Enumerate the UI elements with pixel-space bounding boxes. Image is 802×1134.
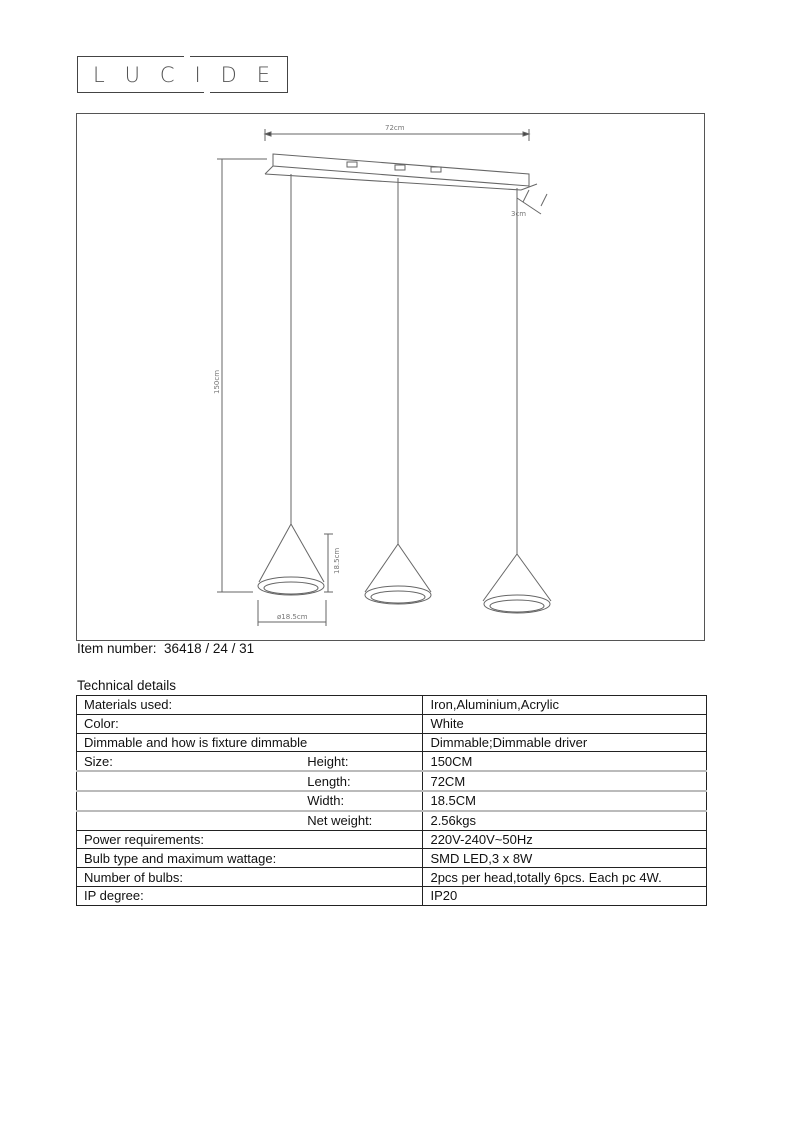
row-label: Dimmable and how is fixture dimmable: [77, 733, 308, 752]
row-value: Iron,Aluminium,Acrylic: [423, 696, 707, 715]
row-sublabel: [307, 886, 423, 905]
dim-shade-height-label: 18.5cm: [333, 547, 341, 574]
dim-length-label: 72cm: [385, 124, 405, 132]
row-value: White: [423, 714, 707, 733]
row-label: [77, 771, 308, 791]
item-number-value: 36418 / 24 / 31: [164, 641, 255, 656]
row-sublabel: Height:: [307, 752, 423, 771]
table-row: [77, 752, 707, 771]
table-row: [77, 830, 707, 849]
table-row: [77, 791, 707, 811]
item-number-label: Item number:: [77, 641, 157, 656]
row-label: Size:: [77, 752, 308, 771]
technical-details-table: [76, 695, 707, 906]
technical-drawing: [76, 113, 705, 641]
table-row: [77, 886, 707, 905]
logo-gap: [204, 90, 210, 94]
logo-letter: U: [124, 62, 142, 87]
logo-letter: L: [92, 62, 107, 87]
table-row: [77, 714, 707, 733]
row-value: 2.56kgs: [423, 811, 707, 830]
dim-diameter-label: ø18.5cm: [277, 613, 308, 621]
logo-gap: [184, 55, 190, 59]
row-sublabel: [307, 830, 423, 849]
row-label: Number of bulbs:: [77, 868, 308, 887]
row-value: Dimmable;Dimmable driver: [423, 733, 707, 752]
row-value: 2pcs per head,totally 6pcs. Each pc 4W.: [423, 868, 707, 887]
table-row: [77, 733, 707, 752]
logo-letter: E: [256, 62, 272, 87]
row-sublabel: [307, 868, 423, 887]
logo-letter: I: [194, 62, 203, 87]
logo-letter: C: [159, 62, 177, 87]
item-number: [77, 641, 254, 656]
row-value: IP20: [423, 886, 707, 905]
lucide-logo: [77, 56, 288, 93]
row-sublabel: [307, 714, 423, 733]
row-label: [77, 811, 308, 830]
row-label: Power requirements:: [77, 830, 308, 849]
row-sublabel: [307, 849, 423, 868]
row-sublabel: Net weight:: [307, 811, 423, 830]
row-value: SMD LED,3 x 8W: [423, 849, 707, 868]
row-label: Materials used:: [77, 696, 308, 715]
row-sublabel: [307, 733, 423, 752]
logo-letter: D: [220, 62, 239, 87]
row-value: 220V-240V~50Hz: [423, 830, 707, 849]
row-value: 72CM: [423, 771, 707, 791]
row-sublabel: Length:: [307, 771, 423, 791]
row-label: Bulb type and maximum wattage:: [77, 849, 308, 868]
dim-height-label: 150cm: [213, 369, 221, 394]
technical-details-title: Technical details: [77, 678, 177, 693]
row-label: [77, 791, 308, 811]
row-value: 18.5CM: [423, 791, 707, 811]
row-sublabel: [307, 696, 423, 715]
pendant-lamp-drawing-icon: [77, 114, 706, 642]
table-row: [77, 849, 707, 868]
table-row: [77, 811, 707, 830]
table-row: [77, 868, 707, 887]
dim-depth-label: 3cm: [511, 210, 527, 218]
row-label: Color:: [77, 714, 308, 733]
row-label: IP degree:: [77, 886, 308, 905]
table-row: [77, 696, 707, 715]
table-row: [77, 771, 707, 791]
row-value: 150CM: [423, 752, 707, 771]
row-sublabel: Width:: [307, 791, 423, 811]
